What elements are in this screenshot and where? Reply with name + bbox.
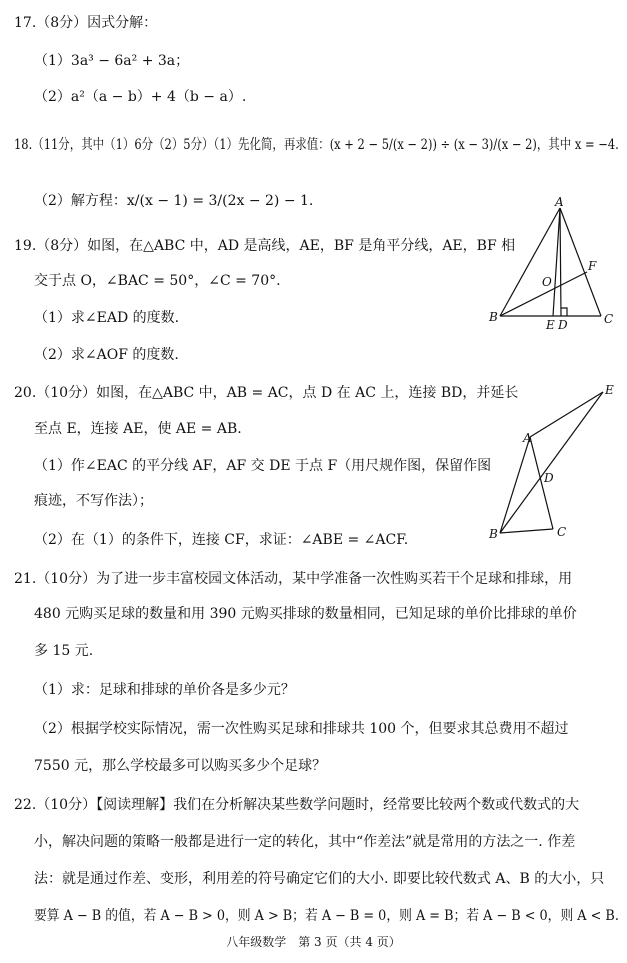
q20-side-ab	[500, 437, 530, 533]
q19-label-f: F	[588, 259, 597, 273]
q19-label-a: A	[555, 196, 564, 209]
q20-label-b: B	[489, 527, 498, 541]
q22-line2: 小，解决问题的策略一般都是进行一定的转化，其中“作差法”就是常用的方法之一. 作差	[34, 834, 576, 850]
q19-label-c: C	[604, 312, 614, 326]
q20-part1-a: （1）作∠EAC 的平分线 AF，AF 交 DE 于点 F（用尺规作图，保留作图	[34, 458, 492, 474]
q19-triangle-figure	[485, 196, 620, 336]
q20-label-a: A	[523, 431, 532, 445]
q21-line1: 21.（10分）为了进一步丰富校园文体活动，某中学准备一次性购买若干个足球和排球，用	[14, 571, 573, 587]
q20-segment-be	[500, 392, 603, 533]
q17-part1: （1）3a³ − 6a² + 3a；	[34, 53, 190, 69]
q19-altitude-ad	[560, 208, 561, 316]
q19-label-e: E	[546, 318, 555, 332]
q19-label-d: D	[558, 318, 568, 332]
q19-label-b: B	[489, 310, 498, 324]
q20-triangle-figure	[485, 380, 620, 545]
q22-line1: 22.（10分）【阅读理解】我们在分析解决某些数学问题时，经常要比较两个数或代数式的大	[14, 797, 580, 813]
q21-part2-a: （2）根据学校实际情况，需一次性购买足球和排球共 100 个，但要求其总费用不超过	[34, 721, 569, 737]
q17-part2: （2）a²（a − b）+ 4（b − a）.	[34, 89, 247, 105]
q20-part1-b: 痕迹，不写作法）；	[34, 493, 153, 509]
q21-line3: 多 15 元.	[34, 643, 94, 659]
q19-label-o: O	[542, 275, 552, 289]
q21-part1: （1）求：足球和排球的单价各是多少元？	[34, 682, 295, 698]
q19-right-angle-mark	[561, 308, 567, 316]
q19-line1: 19.（8分）如图，在△ABC 中，AD 是高线，AE，BF 是角平分线，AE，BF 相	[14, 238, 516, 254]
q19-part2: （2）求∠AOF 的度数.	[34, 347, 179, 363]
q20-line1: 20.（10分）如图，在△ABC 中，AB = AC，点 D 在 AC 上，连接 BD，并延长	[14, 385, 519, 401]
q20-label-c: C	[557, 525, 567, 539]
q20-label-e: E	[605, 383, 614, 397]
q20-side-bc	[500, 529, 553, 533]
q22-line4: 要算 A − B 的值，若 A − B > 0，则 A > B；若 A − B = 0，则 A = B；若 A − B < 0，则 A < B.	[34, 908, 619, 924]
q19-part1: （1）求∠EAD 的度数.	[34, 310, 180, 326]
q20-part2: （2）在（1）的条件下，连接 CF，求证：∠ABE = ∠ACF.	[34, 532, 409, 548]
q19-line2: 交于点 O，∠BAC = 50°，∠C = 70°.	[34, 273, 281, 289]
q20-line2: 至点 E，连接 AE，使 AE = AB.	[34, 421, 242, 437]
q18-heading: 18.（11分，其中（1）6分（2）5分）（1）先化简，再求值：(x + 2 − 5/(x − 2)) ÷ (x − 3)/(x − 2)，其中 x = −4.	[14, 137, 619, 153]
q21-part2-b: 7550 元，那么学校最多可以购买多少个足球？	[34, 758, 327, 774]
q17-heading: 17.（8分）因式分解：	[14, 15, 158, 31]
q20-label-d: D	[544, 471, 554, 485]
q19-bisector-ae	[553, 208, 560, 316]
page-footer: 八年级数学 第 3 页（共 4 页）	[226, 935, 401, 949]
q18-part2: （2）解方程：x/(x − 1) = 3/(2x − 2) − 1.	[34, 193, 314, 209]
q21-line2: 480 元购买足球的数量和用 390 元购买排球的数量相同，已知足球的单价比排球的单价	[34, 606, 577, 622]
q19-side-ab	[500, 208, 560, 316]
q22-line3: 法：就是通过作差、变形，利用差的符号确定它们的大小. 即要比较代数式 A、B 的大小，只	[34, 871, 605, 887]
q20-segment-ae	[530, 392, 603, 437]
